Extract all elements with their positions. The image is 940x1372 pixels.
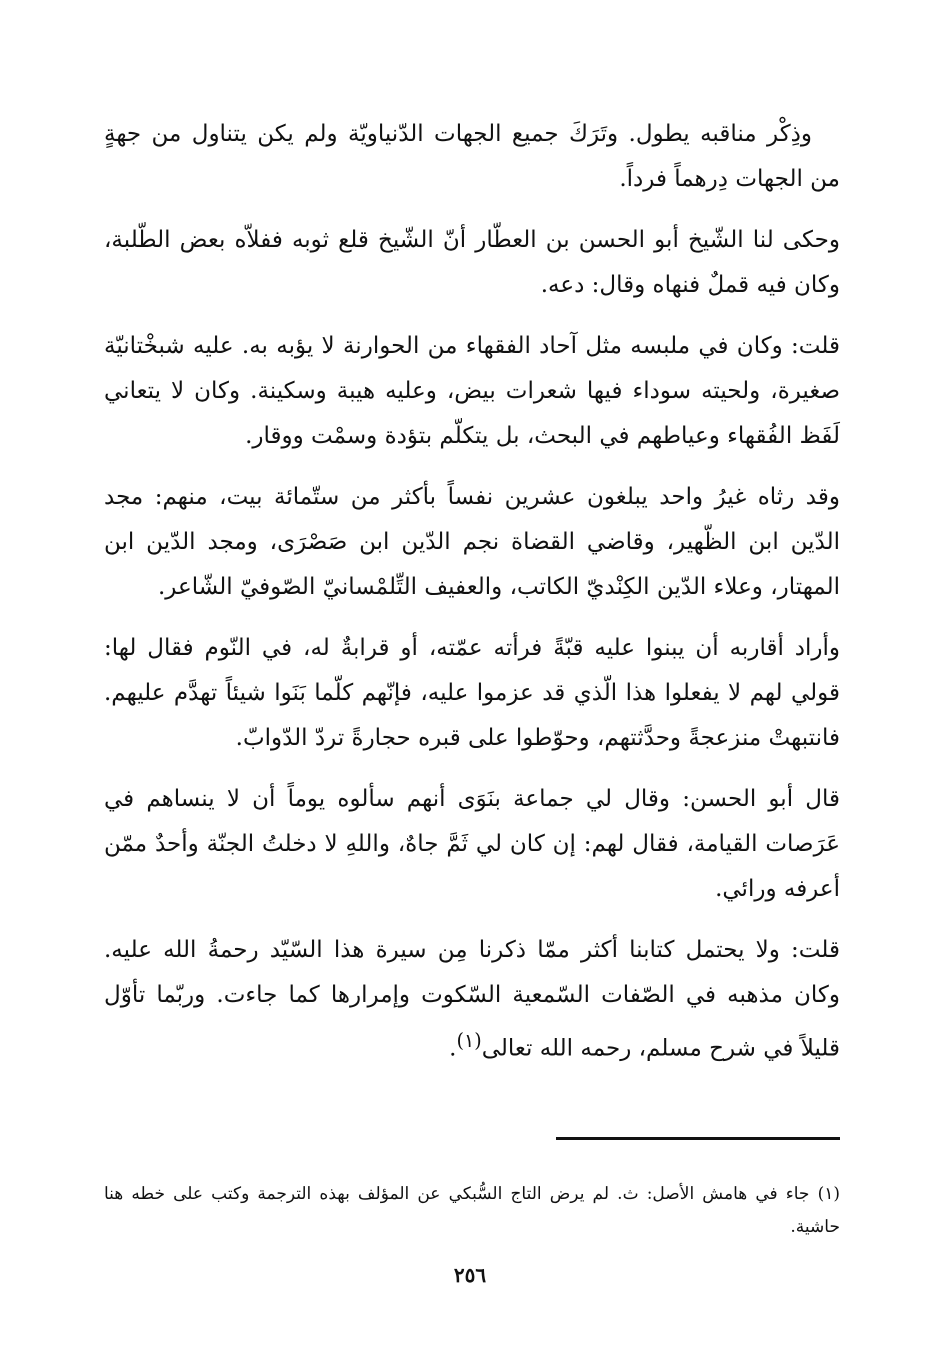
footnote-reference: (١) (456, 1029, 482, 1052)
paragraph: قال أبو الحسن: وقال لي جماعة بنَوَى أنهم سألوه يوماً أن لا ينساهم في عَرَصات القيامة، فقال لهم: إن كان لي ثَمَّ جاهٌ، واللهِ لا دخلتُ الجنّة وأحدٌ ممّن أعرفه ورائي. (104, 786, 840, 902)
footnote (104, 1178, 840, 1244)
main-text (104, 112, 840, 1088)
paragraph: وحكى لنا الشّيخ أبو الحسن بن العطّار أنّ الشّيخ قلع ثوبه ففلاّه بعض الطّلبة، وكان فيه قملٌ فنهاه وقال: دعه. (104, 227, 840, 298)
footnote-text: جاء في هامش الأصل: ث. لم يرض التاج السُّبكي عن المؤلف بهذه الترجمة وكتب على خطه هنا حاشية. (104, 1184, 840, 1237)
footnote-number: (١) (817, 1184, 841, 1204)
paragraph-last: قلت: ولا يحتمل كتابنا أكثر ممّا ذكرنا مِن سيرة هذا السّيّد رحمةُ الله عليه. وكان مذهبه في الصّفات السّمعية السّكوت وإمرارها كما جاءت. وربّما تأوّل قليلاً في شرح مسلم، رحمه الله تعالى$^{(١)}$. (104, 937, 840, 1062)
paragraph: وقد رثاه غيرُ واحد يبلغون عشرين نفساً بأكثر من ستّمائة بيت، منهم: مجد الدّين ابن الظّهير، وقاضي القضاة نجم الدّين ابن صَصْرَى، ومجد الدّين ابن المهتار، وعلاء الدّين الكِنْديّ الكاتب، والعفيف التِّلمْسانيّ الصّوفيّ الشّاعر. (104, 484, 840, 600)
paragraph: وأراد أقاربه أن يبنوا عليه قبّةً فرأته عمّته، أو قرابةٌ له، في النّوم فقال لها: قولي لهم لا يفعلوا هذا الّذي قد عزموا عليه، فإنّهم كلّما بَنَوا شيئاً تهدَّم عليهم. فانتبهتْ منزعجةً وحدَّثتهم، وحوّطوا على قبره حجارةً تردّ الدّوابّ. (104, 635, 840, 751)
paragraph: وذِكْر مناقبه يطول. وتَرَكَ جميع الجهات الدّنياويّة ولم يكن يتناول من جهةٍ من الجهات دِرهماً فرداً. (104, 121, 840, 192)
paragraph-text: قلت: ولا يحتمل كتابنا أكثر ممّا ذكرنا مِن سيرة هذا السّيّد رحمةُ الله عليه. وكان مذهبه في الصّفات السّمعية السّكوت وإمرارها كما جاءت. وربّما تأوّل قليلاً في شرح مسلم، رحمه الله تعالى (104, 937, 840, 1062)
paragraph: قلت: وكان في ملبسه مثل آحاد الفقهاء من الحوارنة لا يؤبه به. عليه شبخْتانيّة صغيرة، ولحيته سوداء فيها شعرات بيض، وعليه هيبة وسكينة. وكان لا يتعاني لَفَظ الفُقهاء وعياطهم في البحث، بل يتكلّم بتؤدة وسمْت ووقار. (104, 333, 840, 449)
footnote-separator (556, 1137, 840, 1140)
page-number: ٢٥٦ (453, 1263, 487, 1287)
